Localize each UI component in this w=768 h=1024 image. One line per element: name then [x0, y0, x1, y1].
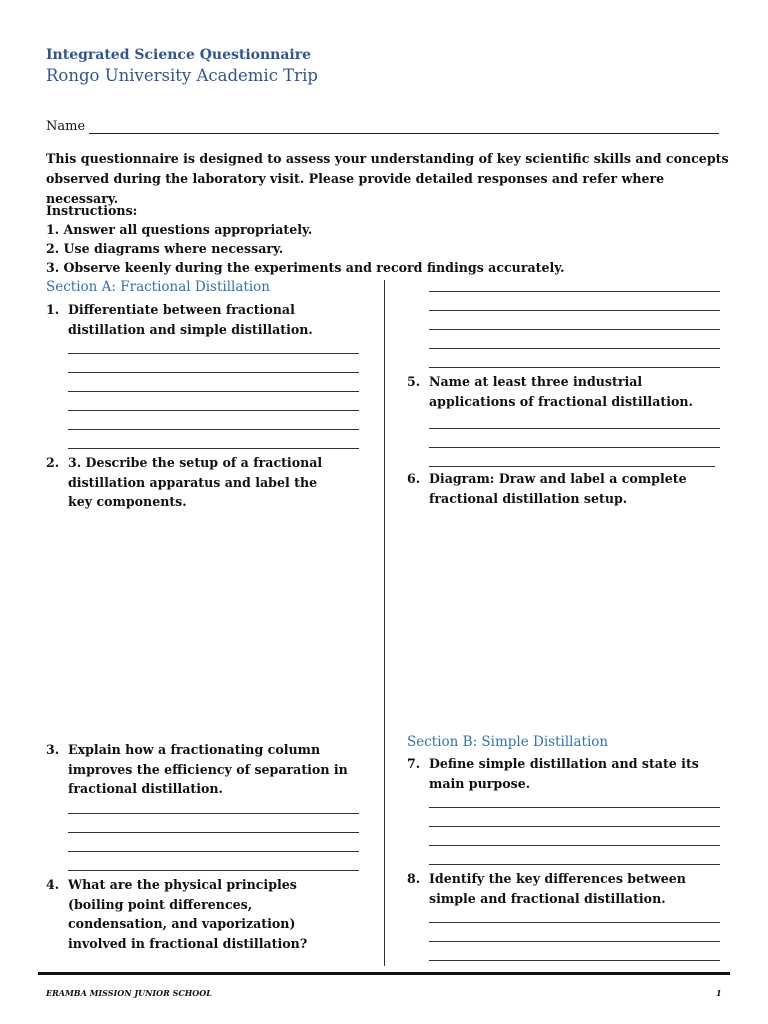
answer-line[interactable]	[429, 447, 720, 448]
answer-line[interactable]	[429, 348, 720, 349]
question-number: 6.	[407, 471, 421, 486]
intro-paragraph: This questionnaire is designed to assess your understanding of key scientific skills and concepts observed during the laboratory visit. Please provide detailed responses and refer where necessary.	[46, 151, 729, 206]
instructions-heading: Instructions:	[46, 203, 138, 218]
answer-line[interactable]	[429, 329, 720, 330]
answer-line[interactable]	[68, 448, 359, 449]
answer-line[interactable]	[429, 428, 720, 429]
answer-line[interactable]	[429, 826, 720, 827]
question-number: 3.	[46, 742, 60, 757]
question-5	[407, 372, 725, 411]
question-text: Identify the key differences between simple and fractional distillation.	[429, 871, 686, 906]
question-text: Differentiate between fractional distillation and simple distillation.	[68, 302, 313, 337]
question-1	[46, 300, 358, 339]
question-text: Explain how a fractionating column improves the efficiency of separation in fractional distillation.	[68, 742, 348, 796]
answer-line[interactable]	[68, 372, 359, 373]
footer-school-name: ERAMBA MISSION JUNIOR SCHOOL	[46, 988, 212, 998]
answer-line[interactable]	[68, 410, 359, 411]
answer-line[interactable]	[68, 391, 359, 392]
question-text: Diagram: Draw and label a complete fractional distillation setup.	[429, 471, 687, 506]
answer-line[interactable]	[68, 353, 359, 354]
answer-line[interactable]	[429, 864, 720, 865]
question-2	[46, 453, 336, 512]
instruction-item: 2. Use diagrams where necessary.	[46, 241, 284, 256]
question-text: Define simple distillation and state its main purpose.	[429, 756, 699, 791]
instruction-item: 1. Answer all questions appropriately.	[46, 222, 313, 237]
answer-line[interactable]	[429, 310, 720, 311]
column-divider	[384, 280, 385, 966]
answer-line[interactable]	[429, 922, 720, 923]
section-b-title: Section B: Simple Distillation	[407, 734, 609, 750]
answer-line[interactable]	[429, 845, 720, 846]
question-7	[407, 754, 725, 793]
question-text: 3. Describe the setup of a fractional distillation apparatus and label the key components.	[68, 455, 323, 509]
answer-line[interactable]	[429, 960, 720, 961]
question-number: 7.	[407, 756, 421, 771]
question-8	[407, 869, 725, 908]
document-title: Integrated Science Questionnaire	[46, 47, 312, 63]
name-line[interactable]	[89, 121, 719, 134]
question-text: Name at least three industrial applications of fractional distillation.	[429, 374, 693, 409]
question-text: What are the physical principles (boiling point differences, condensation, and vaporization) involved in fractional distillation?	[68, 877, 308, 951]
question-4	[46, 875, 346, 953]
question-3	[46, 740, 364, 799]
question-6	[407, 469, 697, 508]
page-number: 1	[716, 988, 722, 998]
question-number: 1.	[46, 302, 60, 317]
answer-line[interactable]	[429, 466, 715, 467]
answer-line[interactable]	[429, 367, 720, 368]
footer-rule	[38, 972, 730, 975]
answer-line[interactable]	[68, 851, 359, 852]
instruction-item: 3. Observe keenly during the experiments and record findings accurately.	[46, 260, 565, 275]
answer-line[interactable]	[429, 291, 720, 292]
document-subtitle: Rongo University Academic Trip	[46, 66, 318, 85]
question-number: 4.	[46, 877, 60, 892]
question-number: 8.	[407, 871, 421, 886]
answer-line[interactable]	[68, 870, 359, 871]
answer-line[interactable]	[429, 941, 720, 942]
question-number: 5.	[407, 374, 421, 389]
answer-line[interactable]	[68, 832, 359, 833]
name-field[interactable]	[46, 119, 719, 134]
answer-line[interactable]	[68, 429, 359, 430]
name-label: Name	[46, 119, 86, 134]
question-number: 2.	[46, 455, 60, 470]
answer-line[interactable]	[429, 807, 720, 808]
section-a-title: Section A: Fractional Distillation	[46, 279, 270, 295]
answer-line[interactable]	[68, 813, 359, 814]
